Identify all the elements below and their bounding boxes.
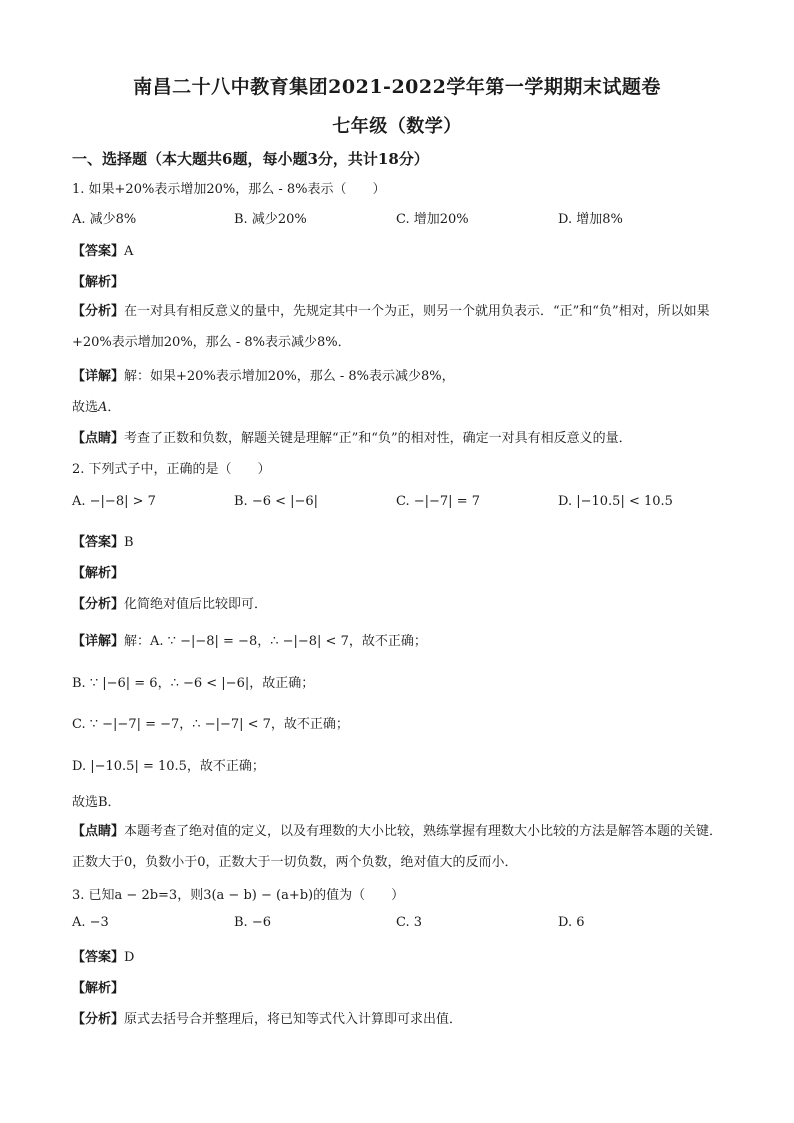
q2-detail-a bbox=[72, 630, 427, 649]
q2-fenxi-text: 化简绝对值后比较即可． bbox=[124, 597, 268, 612]
q2-option-c: C. −|−7| = 7 bbox=[396, 494, 480, 509]
q1-stem: 1. 如果+20%表示增加20%，那么 - 8%表示（ ） bbox=[72, 182, 386, 197]
q1-detail-text: 解：如果+20%表示增加20%，那么 - 8%表示减少8%， bbox=[124, 369, 455, 384]
q1-fenxi bbox=[72, 296, 732, 358]
q1-answer bbox=[72, 240, 133, 259]
q2-answer bbox=[72, 531, 134, 550]
q2-fenxi bbox=[72, 593, 267, 612]
section-heading: 一、选择题（本大题共6题，每小题3分，共计18分） bbox=[72, 150, 429, 168]
q3-analysis-tag: 【解析】 bbox=[72, 981, 125, 996]
q2-detail-d: D. |−10.5| = 10.5，故不正确； bbox=[72, 759, 265, 774]
q2-stem: 2. 下列式子中，正确的是（ ） bbox=[72, 462, 271, 477]
fenxi-tag: 【分析】 bbox=[72, 597, 125, 612]
q1-option-d: D. 增加8% bbox=[558, 212, 623, 227]
q1-comment-text: 考查了正数和负数，解题关键是理解“正”和“负”的相对性，确定一对具有相反意义的量． bbox=[124, 431, 632, 446]
q2-detail-b: B. ∵ |−6| = 6，∴ −6 < |−6|，故正确； bbox=[72, 676, 315, 691]
q3-option-d: D. 6 bbox=[558, 915, 585, 930]
q1-detail bbox=[72, 365, 455, 384]
fenxi-tag: 【分析】 bbox=[72, 1012, 125, 1027]
q1-option-b: B. 减少20% bbox=[234, 212, 307, 227]
q3-option-c: C. 3 bbox=[396, 915, 423, 930]
q3-option-a: A. −3 bbox=[72, 915, 109, 930]
answer-tag: 【答案】 bbox=[72, 535, 125, 550]
q2-answer-value: B bbox=[124, 535, 134, 550]
q1-conclusion-end: ． bbox=[107, 400, 121, 415]
answer-tag: 【答案】 bbox=[72, 244, 125, 259]
q2-option-a: A. −|−8| > 7 bbox=[72, 494, 156, 509]
q2-option-b: B. −6 < |−6| bbox=[234, 494, 319, 509]
q2-analysis-tag: 【解析】 bbox=[72, 566, 125, 581]
q1-option-a: A. 减少8% bbox=[72, 212, 137, 227]
q1-conclusion-text: 故选 bbox=[72, 400, 99, 415]
q1-answer-value: A bbox=[124, 244, 134, 259]
comment-tag: 【点睛】 bbox=[72, 431, 125, 446]
page-title: 南昌二十八中教育集团2021-2022学年第一学期期末试题卷 bbox=[133, 76, 661, 98]
detail-tag: 【详解】 bbox=[72, 634, 125, 649]
q2-comment-text: 本题考查了绝对值的定义，以及有理数的大小比较，熟练掌握有理数大小比较的方法是解答本题的关键．正数大于0，负数小于0，正数大于一切负数，两个负数，绝对值大的反而小． bbox=[72, 824, 723, 870]
q2-comment bbox=[72, 816, 732, 878]
q1-conclusion bbox=[72, 396, 120, 415]
q3-answer-value: D bbox=[124, 950, 135, 965]
q3-answer bbox=[72, 946, 134, 965]
q1-analysis-tag: 【解析】 bbox=[72, 275, 125, 290]
q3-fenxi bbox=[72, 1008, 462, 1027]
q3-fenxi-text: 原式去括号合并整理后，将已知等式代入计算即可求出值． bbox=[124, 1012, 463, 1027]
q1-comment bbox=[72, 427, 632, 446]
page-subtitle: 七年级（数学） bbox=[332, 116, 462, 137]
q3-option-b: B. −6 bbox=[234, 915, 271, 930]
q2-detail-c: C. ∵ −|−7| = −7，∴ −|−7| < 7，故不正确； bbox=[72, 717, 349, 732]
q2-detail-a-text: 解：A. ∵ −|−8| = −8，∴ −|−8| < 7，故不正确； bbox=[124, 634, 427, 649]
detail-tag: 【详解】 bbox=[72, 369, 125, 384]
q3-stem: 3. 已知a − 2b=3，则3(a − b) − (a+b)的值为（ ） bbox=[72, 888, 405, 903]
q1-conclusion-letter: A bbox=[98, 400, 108, 415]
comment-tag: 【点睛】 bbox=[72, 824, 125, 839]
q1-option-c: C. 增加20% bbox=[396, 212, 469, 227]
q1-fenxi-text: 在一对具有相反意义的量中，先规定其中一个为正，则另一个就用负表示．“正”和“负”相对，所以如果+20%表示增加20%，那么 - 8%表示减少8%． bbox=[72, 304, 710, 350]
q2-conclusion: 故选B． bbox=[72, 795, 121, 810]
fenxi-tag: 【分析】 bbox=[72, 304, 125, 319]
answer-tag: 【答案】 bbox=[72, 950, 125, 965]
q2-option-d: D. |−10.5| < 10.5 bbox=[558, 494, 673, 509]
